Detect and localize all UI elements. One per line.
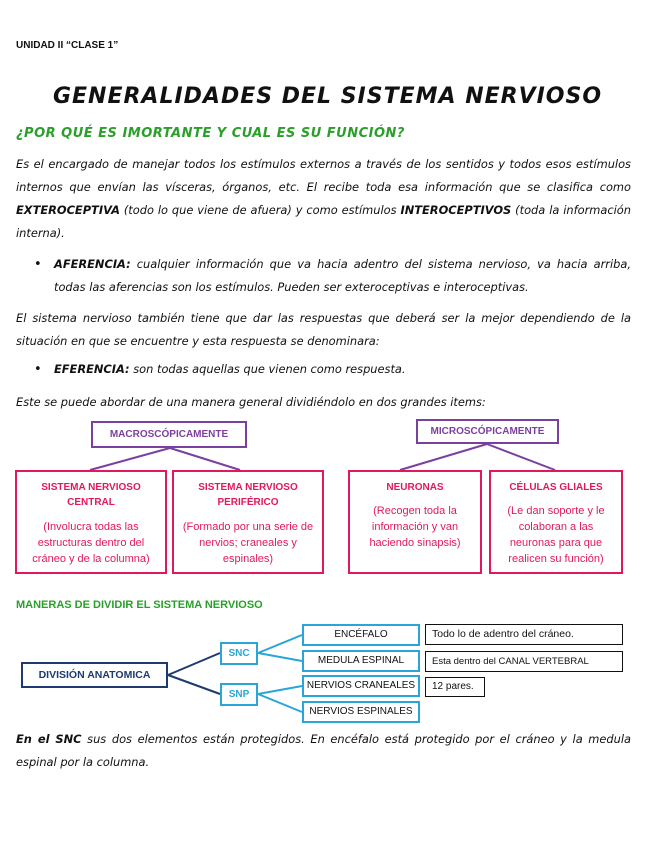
medula-node: MEDULA ESPINAL bbox=[302, 650, 420, 672]
term-eferencia: EFERENCIA: bbox=[54, 362, 130, 376]
snc-node: SNC bbox=[220, 642, 258, 665]
term-interoceptivos: INTEROCEPTIVOS bbox=[400, 203, 512, 217]
glia-box bbox=[489, 470, 623, 574]
glia-title: CÉLULAS GLIALES bbox=[509, 482, 603, 493]
glia-desc: (Le dan soporte y le colaboran a las neuronas para que realicen su función) bbox=[507, 505, 605, 565]
aferencia-text: cualquier información que va hacia adentro del sistema nervioso, va hacia arriba, todas las aferencias son los estímulos. Pueden ser exteroceptivas e interoceptivas. bbox=[54, 257, 631, 294]
eferencia-text: son todas aquellas que vienen como respuesta. bbox=[129, 362, 406, 376]
encefalo-node: ENCÉFALO bbox=[302, 624, 420, 646]
espinales-node: NERVIOS ESPINALES bbox=[302, 701, 420, 723]
snp-box bbox=[172, 470, 324, 574]
snp-node: SNP bbox=[220, 683, 258, 706]
intro-text-c: (todo lo que viene de afuera) y como estímulos bbox=[119, 203, 401, 217]
neuronas-box bbox=[348, 470, 482, 574]
craneales-node: NERVIOS CRANEALES bbox=[302, 675, 420, 697]
snp-desc: (Formado por una serie de nervios; craneales y espinales) bbox=[182, 521, 314, 565]
neuronas-desc: (Recogen toda la información y van haciendo sinapsis) bbox=[369, 505, 461, 549]
encefalo-note: Todo lo de adentro del cráneo. bbox=[425, 624, 623, 645]
division-anatomica-box: DIVISIÓN ANATOMICA bbox=[21, 662, 168, 688]
intro-text-a: Es el encargado de manejar todos los estímulos externos a través de los sentidos y todos esos estímulos internos que envían las vísceras, órganos, etc. El recibe toda esa información que se clasifica como bbox=[16, 157, 631, 194]
section2-heading: MANERAS DE DIVIDIR EL SISTEMA NERVIOSO bbox=[16, 599, 263, 611]
items-paragraph: Este se puede abordar de una manera general dividiéndolo en dos grandes items: bbox=[16, 395, 486, 409]
term-en-el-snc: En el SNC bbox=[16, 732, 82, 746]
medula-note: Esta dentro del CANAL VERTEBRAL bbox=[425, 651, 623, 672]
snc-box bbox=[15, 470, 167, 574]
bullet-dot: • bbox=[34, 362, 42, 377]
term-exteroceptiva: EXTEROCEPTIVA bbox=[16, 203, 120, 217]
snc-desc: (Involucra todas las estructuras dentro del cráneo y de la columna) bbox=[32, 521, 150, 565]
neuronas-title: NEURONAS bbox=[386, 482, 444, 493]
intro-text-d: (toda la información interna). bbox=[16, 203, 631, 240]
term-aferencia: AFERENCIA: bbox=[54, 257, 131, 271]
final-paragraph bbox=[16, 728, 631, 774]
micro-box: MICROSCÓPICAMENTE bbox=[416, 419, 559, 444]
unit-label: UNIDAD II “CLASE 1” bbox=[16, 40, 119, 51]
snp-title: SISTEMA NERVIOSO PERIFÉRICO bbox=[198, 482, 298, 508]
section-question: ¿POR QUÉ ES IMORTANTE Y CUAL ES SU FUNCIÓN? bbox=[16, 126, 405, 141]
snc-title: SISTEMA NERVIOSO CENTRAL bbox=[41, 482, 141, 508]
bullet-dot: • bbox=[34, 257, 42, 272]
craneales-note: 12 pares. bbox=[425, 677, 485, 697]
macro-box: MACROSCÓPICAMENTE bbox=[91, 421, 247, 448]
final-text: sus dos elementos están protegidos. En encéfalo está protegido por el cráneo y la medula espinal por la columna. bbox=[16, 732, 631, 769]
response-paragraph: El sistema nervioso también tiene que dar las respuestas que deberá ser la mejor dependiendo de la situación en que se encuentre y esta respuesta se denominara: bbox=[16, 311, 631, 348]
page-title: GENERALIDADES DEL SISTEMA NERVIOSO bbox=[52, 84, 603, 109]
